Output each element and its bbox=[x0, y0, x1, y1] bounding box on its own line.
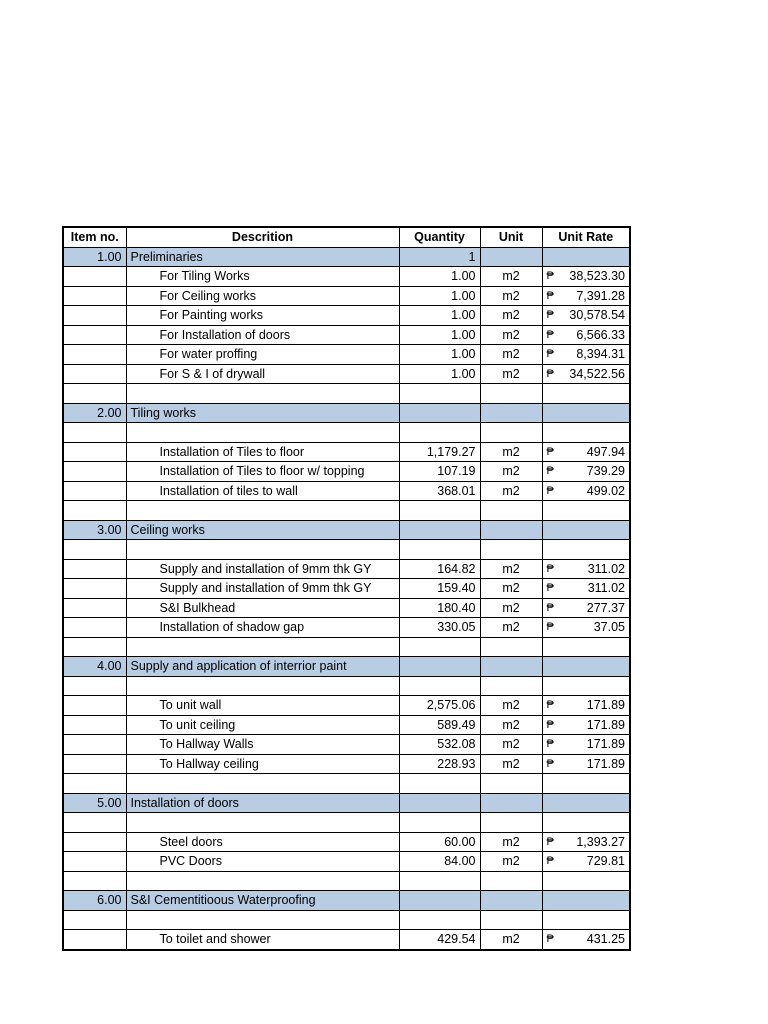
table-row bbox=[63, 852, 630, 872]
table-row bbox=[63, 462, 630, 482]
header-unit: Unit bbox=[480, 227, 542, 247]
peso-symbol: ₱ bbox=[546, 465, 554, 478]
empty-cell bbox=[480, 501, 542, 521]
description-cell: For water proffing bbox=[126, 345, 399, 365]
quantity-cell bbox=[399, 891, 480, 911]
table-row bbox=[63, 442, 630, 462]
empty-cell bbox=[542, 423, 630, 443]
empty-cell bbox=[63, 676, 126, 696]
unit-cell bbox=[480, 403, 542, 423]
blank-row bbox=[63, 637, 630, 657]
unit-rate-cell bbox=[542, 559, 630, 579]
description-cell: Ceiling works bbox=[126, 520, 399, 540]
unit-rate-cell bbox=[542, 657, 630, 677]
table-row bbox=[63, 364, 630, 384]
unit-rate-value: 38,523.30 bbox=[569, 269, 625, 284]
empty-cell bbox=[542, 910, 630, 930]
unit-cell: m2 bbox=[480, 364, 542, 384]
item-no-cell bbox=[63, 364, 126, 384]
empty-cell bbox=[480, 871, 542, 891]
item-no-cell bbox=[63, 852, 126, 872]
blank-row bbox=[63, 813, 630, 833]
header-item-no: Item no. bbox=[63, 227, 126, 247]
empty-cell bbox=[126, 813, 399, 833]
peso-symbol: ₱ bbox=[546, 757, 554, 770]
unit-rate-value: 311.02 bbox=[587, 561, 625, 576]
table-row bbox=[63, 754, 630, 774]
unit-cell: m2 bbox=[480, 481, 542, 501]
quantity-cell: 330.05 bbox=[399, 618, 480, 638]
empty-cell bbox=[63, 910, 126, 930]
empty-cell bbox=[542, 871, 630, 891]
empty-cell bbox=[399, 423, 480, 443]
quantity-cell: 1.00 bbox=[399, 325, 480, 345]
unit-cell bbox=[480, 793, 542, 813]
unit-cell: m2 bbox=[480, 325, 542, 345]
item-no-cell bbox=[63, 579, 126, 599]
description-cell: Preliminaries bbox=[126, 247, 399, 267]
unit-rate-value: 729.81 bbox=[586, 854, 625, 869]
description-cell: S&I Cementitioous Waterproofing bbox=[126, 891, 399, 911]
unit-rate-cell bbox=[542, 930, 630, 950]
unit-rate-cell bbox=[542, 754, 630, 774]
unit-rate-value: 311.02 bbox=[587, 581, 625, 596]
item-no-cell bbox=[63, 735, 126, 755]
description-cell: To unit wall bbox=[126, 696, 399, 716]
peso-symbol: ₱ bbox=[546, 933, 554, 946]
quantity-cell: 159.40 bbox=[399, 579, 480, 599]
table-row bbox=[63, 715, 630, 735]
quantity-cell bbox=[399, 793, 480, 813]
item-no-cell bbox=[63, 696, 126, 716]
unit-rate-cell bbox=[542, 364, 630, 384]
empty-cell bbox=[399, 540, 480, 560]
header-quantity: Quantity bbox=[399, 227, 480, 247]
empty-cell bbox=[480, 423, 542, 443]
item-no-cell bbox=[63, 267, 126, 287]
unit-rate-cell bbox=[542, 306, 630, 326]
unit-rate-cell bbox=[542, 618, 630, 638]
unit-cell bbox=[480, 891, 542, 911]
item-no-cell: 2.00 bbox=[63, 403, 126, 423]
unit-rate-value: 34,522.56 bbox=[569, 366, 625, 381]
empty-cell bbox=[480, 910, 542, 930]
empty-cell bbox=[399, 871, 480, 891]
blank-row bbox=[63, 384, 630, 404]
empty-cell bbox=[542, 637, 630, 657]
empty-cell bbox=[126, 501, 399, 521]
empty-cell bbox=[399, 676, 480, 696]
unit-rate-value: 171.89 bbox=[586, 756, 625, 771]
cost-estimate-sheet bbox=[62, 226, 631, 951]
description-cell: To toilet and shower bbox=[126, 930, 399, 950]
description-cell: Installation of Tiles to floor w/ topping bbox=[126, 462, 399, 482]
unit-rate-value: 171.89 bbox=[586, 737, 625, 752]
empty-cell bbox=[480, 384, 542, 404]
table-row bbox=[63, 306, 630, 326]
table-row bbox=[63, 598, 630, 618]
header-description: Descrition bbox=[126, 227, 399, 247]
unit-cell: m2 bbox=[480, 618, 542, 638]
unit-rate-value: 171.89 bbox=[586, 717, 625, 732]
item-no-cell bbox=[63, 442, 126, 462]
blank-row bbox=[63, 540, 630, 560]
blank-row bbox=[63, 871, 630, 891]
unit-cell: m2 bbox=[480, 598, 542, 618]
unit-rate-cell bbox=[542, 832, 630, 852]
empty-cell bbox=[542, 813, 630, 833]
description-cell: Supply and installation of 9mm thk GY bbox=[126, 579, 399, 599]
item-no-cell bbox=[63, 598, 126, 618]
item-no-cell: 6.00 bbox=[63, 891, 126, 911]
unit-cell: m2 bbox=[480, 715, 542, 735]
unit-cell: m2 bbox=[480, 267, 542, 287]
unit-rate-value: 8,394.31 bbox=[576, 347, 625, 362]
description-cell: For Painting works bbox=[126, 306, 399, 326]
quantity-cell: 1.00 bbox=[399, 364, 480, 384]
section-row bbox=[63, 403, 630, 423]
header-row bbox=[63, 227, 630, 247]
unit-rate-value: 6,566.33 bbox=[576, 327, 625, 342]
description-cell: Supply and application of interrior paint bbox=[126, 657, 399, 677]
peso-symbol: ₱ bbox=[546, 835, 554, 848]
item-no-cell: 5.00 bbox=[63, 793, 126, 813]
unit-cell bbox=[480, 657, 542, 677]
quantity-cell bbox=[399, 403, 480, 423]
item-no-cell bbox=[63, 325, 126, 345]
description-cell: Installation of Tiles to floor bbox=[126, 442, 399, 462]
header-unit-rate: Unit Rate bbox=[542, 227, 630, 247]
empty-cell bbox=[126, 871, 399, 891]
unit-cell: m2 bbox=[480, 462, 542, 482]
peso-symbol: ₱ bbox=[546, 289, 554, 302]
item-no-cell bbox=[63, 306, 126, 326]
unit-rate-value: 277.37 bbox=[586, 600, 625, 615]
item-no-cell bbox=[63, 345, 126, 365]
quantity-cell: 107.19 bbox=[399, 462, 480, 482]
unit-rate-value: 37.05 bbox=[593, 620, 625, 635]
table-row bbox=[63, 735, 630, 755]
unit-rate-cell bbox=[542, 267, 630, 287]
cost-estimate-table bbox=[62, 226, 631, 951]
section-row bbox=[63, 891, 630, 911]
blank-row bbox=[63, 501, 630, 521]
empty-cell bbox=[63, 384, 126, 404]
unit-rate-cell bbox=[542, 462, 630, 482]
empty-cell bbox=[63, 423, 126, 443]
empty-cell bbox=[126, 637, 399, 657]
description-cell: To Hallway Walls bbox=[126, 735, 399, 755]
peso-symbol: ₱ bbox=[546, 328, 554, 341]
peso-symbol: ₱ bbox=[546, 484, 554, 497]
table-row bbox=[63, 618, 630, 638]
description-cell: Installation of shadow gap bbox=[126, 618, 399, 638]
unit-rate-cell bbox=[542, 481, 630, 501]
peso-symbol: ₱ bbox=[546, 445, 554, 458]
unit-cell: m2 bbox=[480, 832, 542, 852]
empty-cell bbox=[126, 423, 399, 443]
unit-cell: m2 bbox=[480, 345, 542, 365]
peso-symbol: ₱ bbox=[546, 601, 554, 614]
peso-symbol: ₱ bbox=[546, 582, 554, 595]
item-no-cell bbox=[63, 618, 126, 638]
item-no-cell bbox=[63, 481, 126, 501]
peso-symbol: ₱ bbox=[546, 718, 554, 731]
description-cell: Tiling works bbox=[126, 403, 399, 423]
empty-cell bbox=[480, 637, 542, 657]
peso-symbol: ₱ bbox=[546, 270, 554, 283]
unit-rate-value: 1,393.27 bbox=[576, 834, 625, 849]
quantity-cell: 429.54 bbox=[399, 930, 480, 950]
unit-rate-cell bbox=[542, 345, 630, 365]
empty-cell bbox=[126, 910, 399, 930]
peso-symbol: ₱ bbox=[546, 855, 554, 868]
table-row bbox=[63, 325, 630, 345]
empty-cell bbox=[399, 384, 480, 404]
empty-cell bbox=[480, 774, 542, 794]
empty-cell bbox=[480, 813, 542, 833]
item-no-cell bbox=[63, 462, 126, 482]
item-no-cell bbox=[63, 559, 126, 579]
peso-symbol: ₱ bbox=[546, 621, 554, 634]
peso-symbol: ₱ bbox=[546, 309, 554, 322]
empty-cell bbox=[126, 384, 399, 404]
quantity-cell: 1.00 bbox=[399, 267, 480, 287]
unit-rate-cell bbox=[542, 598, 630, 618]
quantity-cell: 84.00 bbox=[399, 852, 480, 872]
unit-cell bbox=[480, 520, 542, 540]
empty-cell bbox=[126, 540, 399, 560]
unit-cell: m2 bbox=[480, 306, 542, 326]
blank-row bbox=[63, 774, 630, 794]
unit-cell bbox=[480, 247, 542, 267]
item-no-cell: 3.00 bbox=[63, 520, 126, 540]
quantity-cell: 1.00 bbox=[399, 345, 480, 365]
unit-rate-cell bbox=[542, 247, 630, 267]
blank-row bbox=[63, 910, 630, 930]
unit-cell: m2 bbox=[480, 852, 542, 872]
description-cell: To Hallway ceiling bbox=[126, 754, 399, 774]
unit-rate-cell bbox=[542, 579, 630, 599]
quantity-cell bbox=[399, 657, 480, 677]
peso-symbol: ₱ bbox=[546, 699, 554, 712]
peso-symbol: ₱ bbox=[546, 367, 554, 380]
unit-rate-cell bbox=[542, 891, 630, 911]
item-no-cell bbox=[63, 754, 126, 774]
unit-rate-value: 30,578.54 bbox=[569, 308, 625, 323]
unit-rate-cell bbox=[542, 520, 630, 540]
peso-symbol: ₱ bbox=[546, 738, 554, 751]
section-row bbox=[63, 520, 630, 540]
description-cell: For Ceiling works bbox=[126, 286, 399, 306]
quantity-cell: 1.00 bbox=[399, 306, 480, 326]
quantity-cell: 1,179.27 bbox=[399, 442, 480, 462]
unit-rate-value: 431.25 bbox=[586, 932, 625, 947]
description-cell: Installation of tiles to wall bbox=[126, 481, 399, 501]
unit-cell: m2 bbox=[480, 735, 542, 755]
unit-rate-cell bbox=[542, 403, 630, 423]
empty-cell bbox=[480, 540, 542, 560]
empty-cell bbox=[480, 676, 542, 696]
empty-cell bbox=[542, 676, 630, 696]
description-cell: For S & I of drywall bbox=[126, 364, 399, 384]
table-row bbox=[63, 832, 630, 852]
peso-symbol: ₱ bbox=[546, 562, 554, 575]
table-body bbox=[63, 247, 630, 950]
empty-cell bbox=[63, 871, 126, 891]
empty-cell bbox=[63, 774, 126, 794]
empty-cell bbox=[399, 501, 480, 521]
quantity-cell: 2,575.06 bbox=[399, 696, 480, 716]
unit-cell: m2 bbox=[480, 579, 542, 599]
description-cell: For Tiling Works bbox=[126, 267, 399, 287]
unit-rate-cell bbox=[542, 715, 630, 735]
blank-row bbox=[63, 423, 630, 443]
description-cell: Supply and installation of 9mm thk GY bbox=[126, 559, 399, 579]
table-row bbox=[63, 345, 630, 365]
item-no-cell bbox=[63, 832, 126, 852]
quantity-cell: 228.93 bbox=[399, 754, 480, 774]
unit-cell: m2 bbox=[480, 930, 542, 950]
unit-cell: m2 bbox=[480, 754, 542, 774]
item-no-cell bbox=[63, 930, 126, 950]
empty-cell bbox=[542, 774, 630, 794]
description-cell: PVC Doors bbox=[126, 852, 399, 872]
unit-rate-cell bbox=[542, 735, 630, 755]
item-no-cell bbox=[63, 715, 126, 735]
description-cell: Steel doors bbox=[126, 832, 399, 852]
table-row bbox=[63, 930, 630, 950]
quantity-cell: 60.00 bbox=[399, 832, 480, 852]
empty-cell bbox=[399, 774, 480, 794]
peso-symbol: ₱ bbox=[546, 348, 554, 361]
quantity-cell bbox=[399, 520, 480, 540]
quantity-cell: 180.40 bbox=[399, 598, 480, 618]
item-no-cell bbox=[63, 286, 126, 306]
empty-cell bbox=[63, 813, 126, 833]
description-cell: Installation of doors bbox=[126, 793, 399, 813]
empty-cell bbox=[542, 501, 630, 521]
quantity-cell: 368.01 bbox=[399, 481, 480, 501]
unit-rate-cell bbox=[542, 852, 630, 872]
table-row bbox=[63, 579, 630, 599]
table-row bbox=[63, 559, 630, 579]
unit-rate-value: 499.02 bbox=[586, 483, 625, 498]
unit-rate-value: 171.89 bbox=[586, 698, 625, 713]
unit-rate-value: 7,391.28 bbox=[576, 288, 625, 303]
unit-rate-value: 497.94 bbox=[586, 444, 625, 459]
blank-row bbox=[63, 676, 630, 696]
section-row bbox=[63, 247, 630, 267]
table-row bbox=[63, 481, 630, 501]
empty-cell bbox=[399, 910, 480, 930]
empty-cell bbox=[399, 637, 480, 657]
empty-cell bbox=[542, 384, 630, 404]
unit-rate-cell bbox=[542, 442, 630, 462]
section-row bbox=[63, 793, 630, 813]
quantity-cell: 1.00 bbox=[399, 286, 480, 306]
unit-rate-cell bbox=[542, 793, 630, 813]
empty-cell bbox=[63, 501, 126, 521]
table-row bbox=[63, 267, 630, 287]
unit-rate-cell bbox=[542, 325, 630, 345]
section-row bbox=[63, 657, 630, 677]
empty-cell bbox=[126, 774, 399, 794]
item-no-cell: 1.00 bbox=[63, 247, 126, 267]
empty-cell bbox=[126, 676, 399, 696]
table-row bbox=[63, 696, 630, 716]
empty-cell bbox=[63, 637, 126, 657]
quantity-cell: 589.49 bbox=[399, 715, 480, 735]
description-cell: To unit ceiling bbox=[126, 715, 399, 735]
empty-cell bbox=[542, 540, 630, 560]
quantity-cell: 532.08 bbox=[399, 735, 480, 755]
unit-cell: m2 bbox=[480, 286, 542, 306]
description-cell: For Installation of doors bbox=[126, 325, 399, 345]
unit-rate-cell bbox=[542, 286, 630, 306]
unit-rate-cell bbox=[542, 696, 630, 716]
empty-cell bbox=[399, 813, 480, 833]
empty-cell bbox=[63, 540, 126, 560]
item-no-cell: 4.00 bbox=[63, 657, 126, 677]
unit-rate-value: 739.29 bbox=[586, 464, 625, 479]
unit-cell: m2 bbox=[480, 442, 542, 462]
description-cell: S&I Bulkhead bbox=[126, 598, 399, 618]
unit-cell: m2 bbox=[480, 696, 542, 716]
table-row bbox=[63, 286, 630, 306]
quantity-cell: 164.82 bbox=[399, 559, 480, 579]
quantity-cell: 1 bbox=[399, 247, 480, 267]
unit-cell: m2 bbox=[480, 559, 542, 579]
